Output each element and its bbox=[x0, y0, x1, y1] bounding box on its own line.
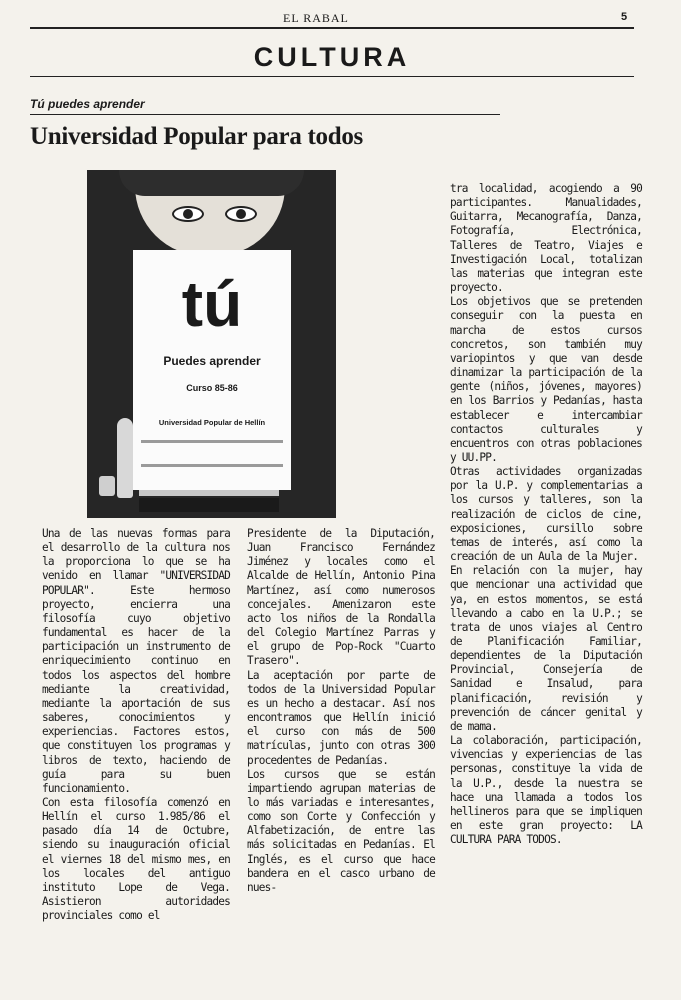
poster-figure bbox=[117, 418, 133, 498]
poster-line-2: Curso 85-86 bbox=[186, 383, 238, 393]
poster-eye-icon bbox=[225, 206, 257, 222]
poster-image bbox=[87, 170, 336, 518]
poster-big-word: tú bbox=[181, 268, 243, 340]
poster-crest-icon bbox=[99, 476, 115, 496]
article-kicker: Tú puedes aprender bbox=[30, 97, 145, 111]
section-title: CULTURA bbox=[253, 42, 411, 72]
poster-eye-icon bbox=[172, 206, 204, 222]
column-1-text: Una de las nuevas formas para el desarrollo de la cultura nos la proporciona lo que se ha venido en llamar "UNIVERSIDAD POPULAR". Este hermoso proyecto, encierra una filosofía cuyo objetivo fundamental es hacer de la participación un instrumento de enriquecimiento continuo en todos los aspectos del hombre mediante la creatividad, mediante la aportación de sus saberes, conocimientos y experiencias. Factores estos, que constituyen los programas y libros de texto, haciendo de guía para su buen funcionamiento. Con esta filosofía comenzó en Hellín el curso 1.985/86 el pasado día 14 de Octubre, siendo su inauguración oficial el viernes 18 del mismo mes, en los locales del antiguo instituto Lope de Vega. Asistieron autoridades provinciales como el bbox=[42, 527, 230, 923]
poster-footer-band bbox=[139, 498, 279, 512]
article-column-1 bbox=[42, 527, 230, 923]
poster-hair bbox=[119, 170, 304, 196]
poster-card bbox=[133, 250, 291, 490]
article-column-3 bbox=[450, 182, 642, 847]
article-column-2 bbox=[247, 527, 435, 895]
poster-line-1: Puedes aprender bbox=[163, 354, 261, 368]
article-headline: Universidad Popular para todos bbox=[30, 123, 363, 150]
poster-line-3: Universidad Popular de Hellín bbox=[158, 418, 266, 427]
poster-small-print bbox=[141, 440, 283, 443]
kicker-rule bbox=[30, 114, 500, 115]
section-rule bbox=[30, 76, 634, 77]
column-3-text: tra localidad, acogiendo a 90 participantes. Manualidades, Guitarra, Mecanografía, Danza, Fotografía, Electrónica, Talleres de Teatro, Viajes e Investigación Local, totalizan las materias que integran este proyecto. Los objetivos que se pretenden conseguir con la puesta en marcha de estos cursos concretos, son también muy variopintos y que van desde dinamizar la participación de la gente (niños, jóvenes, mayores) en los Barrios y Pedanías, hasta establecer e intercambiar contactos culturales y encuentros con otras poblaciones y UU.PP. Otras actividades organizadas por la U.P. y complementarias a los cursos y talleres, son la realización de ciclos de cine, exposiciones, cursillo sobre temas de interés, así como la creación de un Aula de la Mujer. En relación con la mujer, hay que mencionar una actividad que ya, en estos momentos, se está llevando a cabo en la U.P.; se trata de unos viajes al Centro de Planificación Familiar, dependientes de la Diputación Provincial, Consejería de Sanidad e Insalud, para planificación, revisión y prevención de cáncer genital y de mama. La colaboración, participación, vivencias y experiencias de las personas, constituye la vida de la U.P., desde la nuestra se hace una llamada a todos los hellineros para que se impliquen en este gran proyecto: LA CULTURA PARA TODOS. bbox=[450, 182, 642, 847]
header-rule bbox=[30, 27, 634, 29]
poster-small-print bbox=[141, 464, 283, 467]
page-number: 5 bbox=[621, 11, 628, 23]
column-2-text: Presidente de la Diputación, Juan Francisco Fernández Jiménez y locales como el Alcalde de Hellín, Antonio Pina Martínez, así como numerosos concejales. Amenizaron este acto los niños de la Rondalla del Colegio Martínez Parras y el grupo de Pop-Rock "Cuarto Trasero". La aceptación por parte de todos de la Universidad Popular es un hecho a destacar. Así nos encontramos que Hellín inició el curso con más de 500 matrículas, junto con otras 300 procedentes de Pedanías. Los cursos que se están impartiendo agrupan materias de lo más variadas e interesantes, como son Corte y Confección y Alfabetización, de entre las más solicitadas en Pedanías. El Inglés, es el curso que hace bandera en el casco urbano de nues- bbox=[247, 527, 435, 894]
poster-band bbox=[139, 490, 279, 496]
publication-name: EL RABAL bbox=[283, 11, 349, 25]
